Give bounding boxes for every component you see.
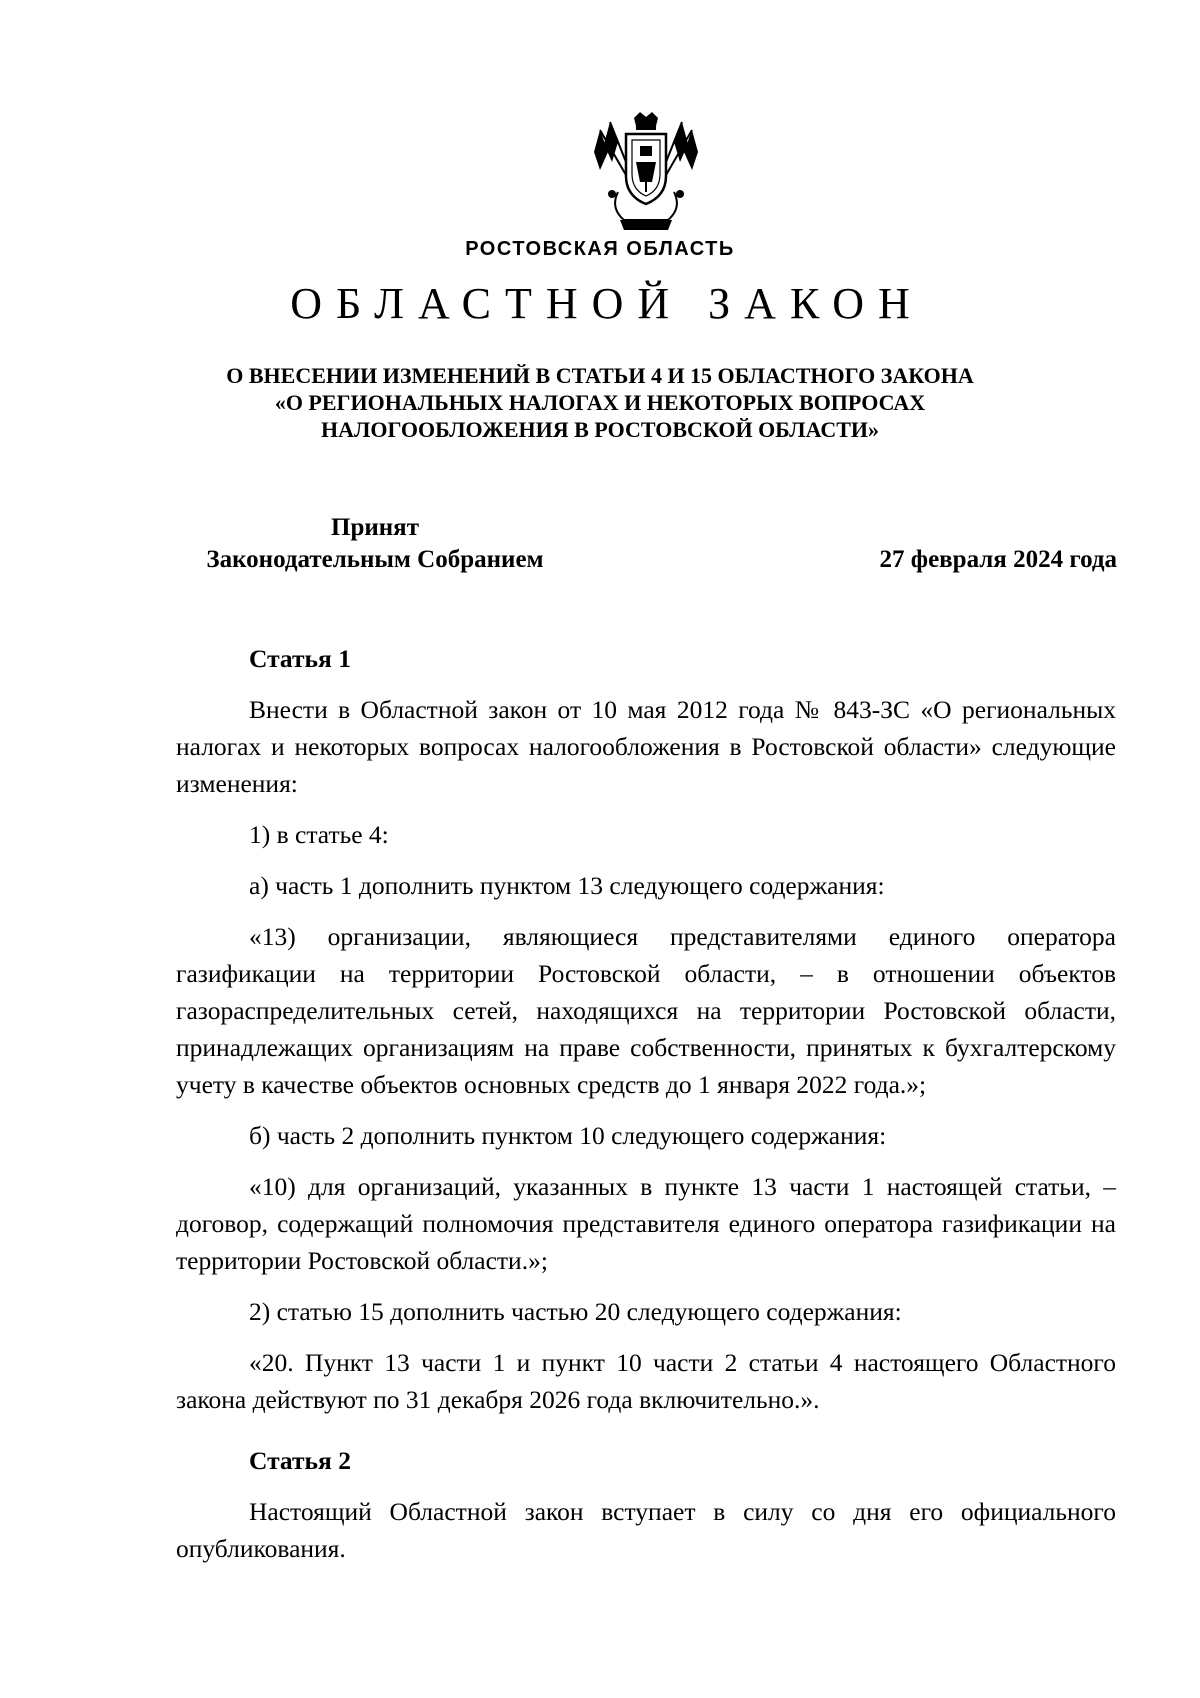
adoption-date: 27 февраля 2024 года: [879, 546, 1117, 573]
article-paragraph: «13) организации, являющиеся представителями единого оператора газификации на территории Ростовской области, – в отношении объектов газораспределительных сетей, находящихся на территории Ростовской области, принадлежащих организациям на праве собственности, принятых к бухгалтерскому учету в качестве объектов основных средств до 1 января 2022 года.»;: [176, 922, 1116, 1099]
article-paragraph: «10) для организаций, указанных в пункте 13 части 1 настоящей статьи, – договор, содержащий полномочия представителя единого оператора газификации на территории Ростовской области.»;: [176, 1172, 1116, 1275]
article-paragraph: 1) в статье 4:: [249, 820, 389, 849]
coat-of-arms-icon: [590, 112, 702, 236]
adoption-body: [178, 512, 572, 576]
law-title-line: «О РЕГИОНАЛЬНЫХ НАЛОГАХ И НЕКОТОРЫХ ВОПРОСАХ: [274, 390, 926, 415]
law-title-line: О ВНЕСЕНИИ ИЗМЕНЕНИЙ В СТАТЬИ 4 И 15 ОБЛАСТНОГО ЗАКОНА: [226, 363, 974, 388]
law-title-line: НАЛОГООБЛОЖЕНИЯ В РОСТОВСКОЙ ОБЛАСТИ»: [320, 417, 880, 442]
article-paragraph: «20. Пункт 13 части 1 и пункт 10 части 2 статьи 4 настоящего Областного закона действуют по 31 декабря 2026 года включительно.».: [176, 1348, 1116, 1414]
article-heading: Статья 2: [249, 1446, 351, 1475]
article-paragraph: Внести в Областной закон от 10 мая 2012 года № 843-ЗС «О региональных налогах и некоторых вопросах налогообложения в Ростовской области» следующие изменения:: [176, 695, 1116, 798]
article-paragraph: а) часть 1 дополнить пунктом 13 следующего содержания:: [249, 871, 885, 900]
region-name: РОСТОВСКАЯ ОБЛАСТЬ: [465, 238, 735, 260]
article-paragraph: Настоящий Областной закон вступает в силу со дня его официального опубликования.: [176, 1497, 1116, 1563]
law-type: ОБЛАСТНОЙ ЗАКОН: [290, 279, 924, 328]
law-body: [176, 640, 1116, 1581]
article-paragraph: 2) статью 15 дополнить частью 20 следующего содержания:: [249, 1297, 902, 1326]
article-paragraph: б) часть 2 дополнить пунктом 10 следующего содержания:: [249, 1121, 887, 1150]
adoption-line: Принят: [331, 514, 419, 541]
law-title: [150, 362, 1050, 443]
adoption-line: Законодательным Собранием: [206, 546, 544, 573]
article-heading: Статья 1: [249, 644, 351, 673]
